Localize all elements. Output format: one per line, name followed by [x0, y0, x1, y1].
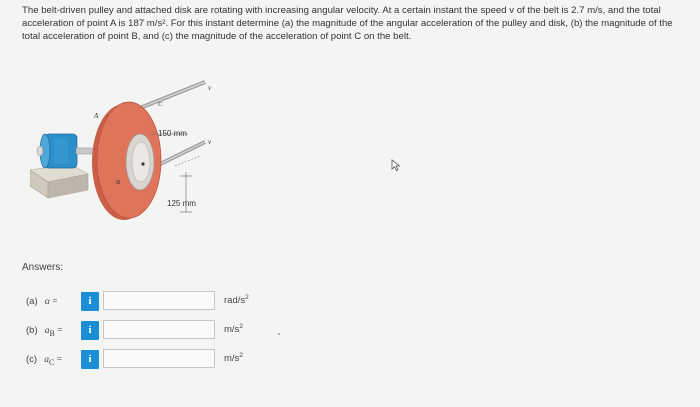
- label-v-mid: v: [208, 138, 212, 146]
- answers-heading: Answers:: [22, 262, 64, 273]
- motor-base: [30, 164, 88, 198]
- info-button-c[interactable]: i: [81, 350, 99, 369]
- label-c: C: [158, 101, 163, 108]
- label-b: B: [116, 179, 120, 186]
- mouse-cursor-icon: [391, 159, 401, 171]
- answer-label-b: (b) $a_B$ =: [26, 325, 63, 338]
- answer-input-a[interactable]: [103, 291, 215, 310]
- stray-dot: [278, 333, 280, 335]
- unit-c: $m/s^2$: [224, 352, 243, 365]
- motor: [37, 134, 77, 168]
- dim-150: 150 mm: [158, 129, 187, 138]
- unit-b: $m/s^2$: [224, 323, 243, 336]
- answer-row-c: [22, 348, 342, 372]
- answer-input-b[interactable]: [103, 320, 215, 339]
- info-button-a[interactable]: i: [81, 292, 99, 311]
- point-b-marker: [141, 162, 144, 165]
- answer-label-a: (a) α =: [26, 296, 58, 307]
- problem-statement: The belt-driven pulley and attached disk are rotating with increasing angular velocity. At a certain instant the speed v of the belt is 2.7 m/s, and the total acceleration of point A is 187 m/s². For this instant determine (a) the magnitude of the angular acceleration of the pulley and disk, (b) the magnitude of the total acceleration of point B, and (c) the magnitude of the acceleration of point C on the belt.: [22, 5, 673, 42]
- answer-row-a: [22, 290, 342, 314]
- disk: [92, 102, 161, 220]
- answer-row-b: [22, 319, 342, 343]
- answer-input-c[interactable]: [103, 349, 215, 368]
- label-v-top: v: [208, 84, 212, 92]
- answer-label-c: (c) $a_C$ =: [26, 354, 62, 367]
- pulley-disk-figure: [30, 74, 230, 234]
- dim-125: 125 mm: [167, 199, 196, 208]
- info-button-b[interactable]: i: [81, 321, 99, 340]
- unit-a: rad/$s^2$: [224, 294, 249, 307]
- label-a: A: [94, 112, 99, 120]
